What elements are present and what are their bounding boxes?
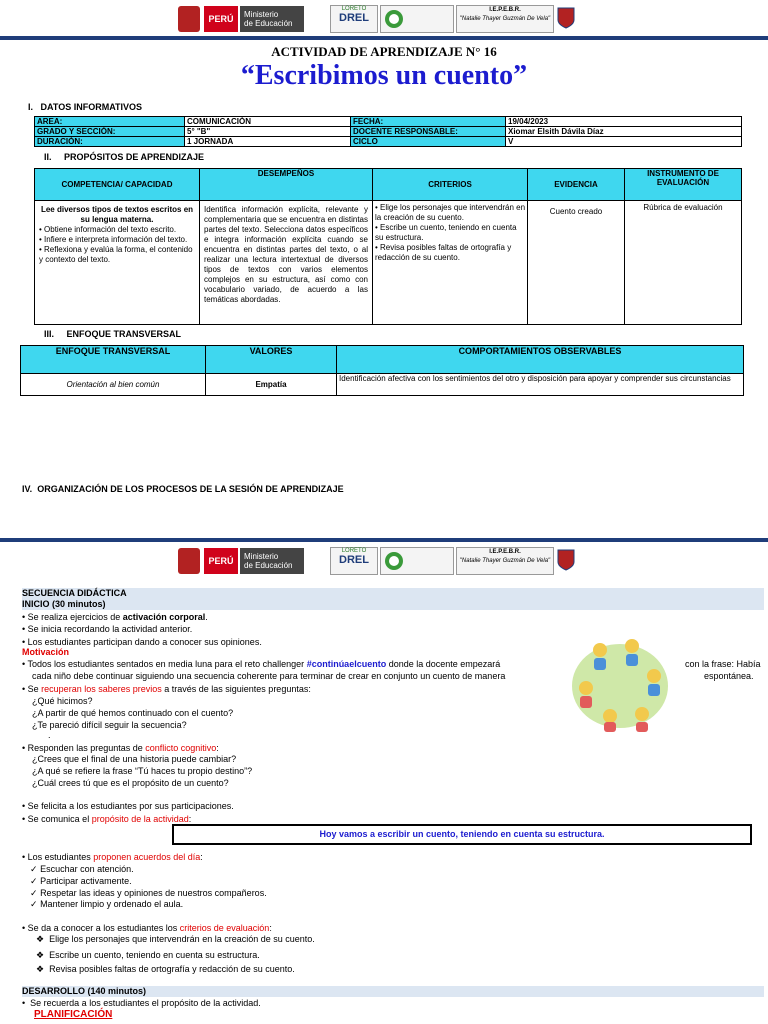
list-item: • Se da a conocer a los estudiantes los criterios de evaluación: [22, 923, 272, 933]
list-item: con la frase: Había [685, 659, 761, 669]
list-item: • Obtiene información del texto escrito. [39, 225, 177, 234]
list-item: • Todos los estudiantes sentados en media luna para el reto challenger #continúaelcuento donde la docente empezará [22, 659, 501, 669]
question: . [48, 730, 51, 740]
proposito-box: Hoy vamos a escribir un cuento, teniendo en cuenta su estructura. [172, 824, 752, 845]
question: ¿Cuál crees tú que es el propósito de un cuento? [32, 778, 229, 788]
children-circle-illustration [570, 624, 670, 736]
list-item: • Se felicita a los estudiantes por sus participaciones. [22, 801, 234, 811]
list-item: • Se realiza ejercicios de activación corporal. [22, 612, 208, 622]
activity-number: ACTIVIDAD DE APRENDIZAJE N° 16 [271, 44, 497, 59]
list-item: ✓ Respetar las ideas y opiniones de nuestros compañeros. [30, 888, 267, 898]
table-row: AREA: COMUNICACIÓN FECHA: 19/04/2023 [35, 117, 742, 127]
list-item: ✓ Mantener limpio y ordenado el aula. [30, 899, 184, 909]
school-label: I.E.P.E.B.R. "Natalie Thayer Guzmán De Vela" [456, 547, 554, 575]
list-item: • Responden las preguntas de conflicto cognitivo: [22, 743, 219, 753]
table-row: ENFOQUE TRANSVERSAL VALORES COMPORTAMIENTOS OBSERVABLES [21, 346, 744, 374]
drel-logo: LORETO DREL [330, 5, 378, 33]
table-row: GRADO Y SECCIÓN: 5° "B" DOCENTE RESPONSABLE: Xiomar Elsith Dávila Díaz [35, 127, 742, 137]
inicio-heading: INICIO (30 minutos) [22, 599, 764, 610]
planificacion-heading: PLANIFICACIÓN [34, 1009, 113, 1020]
check-icon: ✓ [30, 888, 38, 898]
list-item: ❖ Escribe un cuento, teniendo en cuenta su estructura. [36, 950, 260, 960]
page-header [0, 542, 768, 578]
header-divider [0, 36, 768, 40]
table-row: Orientación al bien común Empatía Identificación afectiva con los sentimientos del otro y disposición para apoyar y comprender sus circunstancias [21, 374, 744, 396]
ministry-logo: Ministerio de Educación [240, 6, 304, 32]
question: ¿Te pareció difícil seguir la secuencia? [32, 720, 187, 730]
table-row: COMPETENCIA/ CAPACIDAD DESEMPEÑOS CRITERIOS EVIDENCIA INSTRUMENTO DE EVALUACIÓN [35, 169, 742, 201]
list-item: espontánea. [704, 671, 754, 681]
ugel-logo [380, 547, 454, 575]
list-item: • Se comunica el propósito de la actividad: [22, 814, 192, 824]
ministry-logo: Ministerio de Educación [240, 548, 304, 574]
datos-table [34, 116, 742, 147]
list-item: • Los estudiantes proponen acuerdos del día: [22, 852, 203, 862]
section-heading-enfoque: III. ENFOQUE TRANSVERSAL [44, 329, 182, 339]
desarrollo-heading: DESARROLLO (140 minutos) [22, 986, 764, 997]
check-icon: ✓ [30, 899, 38, 909]
peru-seal-icon [178, 548, 200, 574]
list-item: ✓ Participar activamente. [30, 876, 132, 886]
list-item: • Se recuperan los saberes previos a través de las siguientes preguntas: [22, 684, 311, 694]
page-header [0, 0, 768, 36]
check-icon: ✓ [30, 864, 38, 874]
ugel-logo [380, 5, 454, 33]
peru-label: PERÚ [204, 548, 238, 574]
school-label: I.E.P.E.B.R. "Natalie Thayer Guzmán De Vela" [456, 5, 554, 33]
peru-label: PERÚ [204, 6, 238, 32]
list-item: ❖ Elige los personajes que intervendrán en la creación de su cuento. [36, 934, 315, 944]
table-row: DURACIÓN: 1 JORNADA CICLO V [35, 137, 742, 147]
secuencia-heading: SECUENCIA DIDÁCTICA [22, 588, 764, 599]
list-item: • Se inicia recordando la actividad anterior. [22, 624, 193, 634]
list-item: ✓ Escuchar con atención. [30, 864, 134, 874]
list-item: • Elige los personajes que intervendrán en la creación de su cuento. [375, 203, 526, 222]
list-item: • Revisa posibles faltas de ortografía y redacción de su cuento. [375, 243, 512, 262]
question: ¿A partir de qué hemos continuado con el cuento? [32, 708, 234, 718]
list-item: ❖ Revisa posibles faltas de ortografía y redacción de su cuento. [36, 964, 295, 974]
enfoque-table [20, 345, 744, 396]
diamond-bullet-icon: ❖ [36, 950, 45, 960]
diamond-bullet-icon: ❖ [36, 934, 45, 944]
list-item: • Infiere e interpreta información del texto. [39, 235, 188, 244]
list-item: • Se recuerda a los estudiantes el propósito de la actividad. [22, 998, 261, 1008]
section-heading-datos: I. DATOS INFORMATIVOS [28, 102, 143, 112]
peru-seal-icon [178, 6, 200, 32]
list-item: • Reflexiona y evalúa la forma, el contenido y contexto del texto. [39, 245, 193, 264]
question: ¿Qué hicimos? [32, 696, 93, 706]
drel-logo: LORETO DREL [330, 547, 378, 575]
page-title: “Escribimos un cuento” [240, 60, 528, 91]
list-item: • Escribe un cuento, teniendo en cuenta su estructura. [375, 223, 517, 242]
school-crest-icon [556, 548, 576, 572]
list-item: cada niño debe continuar siguiendo una secuencia coherente para terminar de crear en conjunto un cuento de manera [32, 671, 506, 681]
diamond-bullet-icon: ❖ [36, 964, 45, 974]
section-heading-organizacion: IV. ORGANIZACIÓN DE LOS PROCESOS DE LA SESIÓN DE APRENDIZAJE [22, 484, 344, 494]
table-row: Lee diversos tipos de textos escritos en su lengua materna. • Obtiene información del texto escrito. • Infiere e interpreta información del texto. • Reflexiona y evalúa la forma, el contenido y contexto del texto. Identifica información explícita, relevante y complementaria que se encuentra en distintas partes del texto. Selecciona datos específicos e integra información explícita cuando se encuentra en distintas partes del texto, o al realizar una lectura intertextual de diversos tipos de textos con varios elementos complejos en su estructura, así como con vocabulario variado, de acuerdo a las temáticas abordadas. • Elige los personajes que intervendrán en la creación de su cuento. • Escribe un cuento, teniendo en cuenta su estructura. • Revisa posibles faltas de ortografía y redacción de su cuento. Cuento creado Rúbrica de evaluación [35, 201, 742, 325]
propositos-table [34, 168, 742, 325]
question: ¿Crees que el final de una historia puede cambiar? [32, 754, 237, 764]
school-crest-icon [556, 6, 576, 30]
list-item: • Los estudiantes participan dando a conocer sus opiniones. [22, 637, 262, 647]
check-icon: ✓ [30, 876, 38, 886]
question: ¿A qué se refiere la frase “Tú haces tu propio destino”? [32, 766, 253, 776]
section-heading-propositos: II. PROPÓSITOS DE APRENDIZAJE [44, 152, 205, 162]
motivacion-heading: Motivación [22, 647, 70, 657]
